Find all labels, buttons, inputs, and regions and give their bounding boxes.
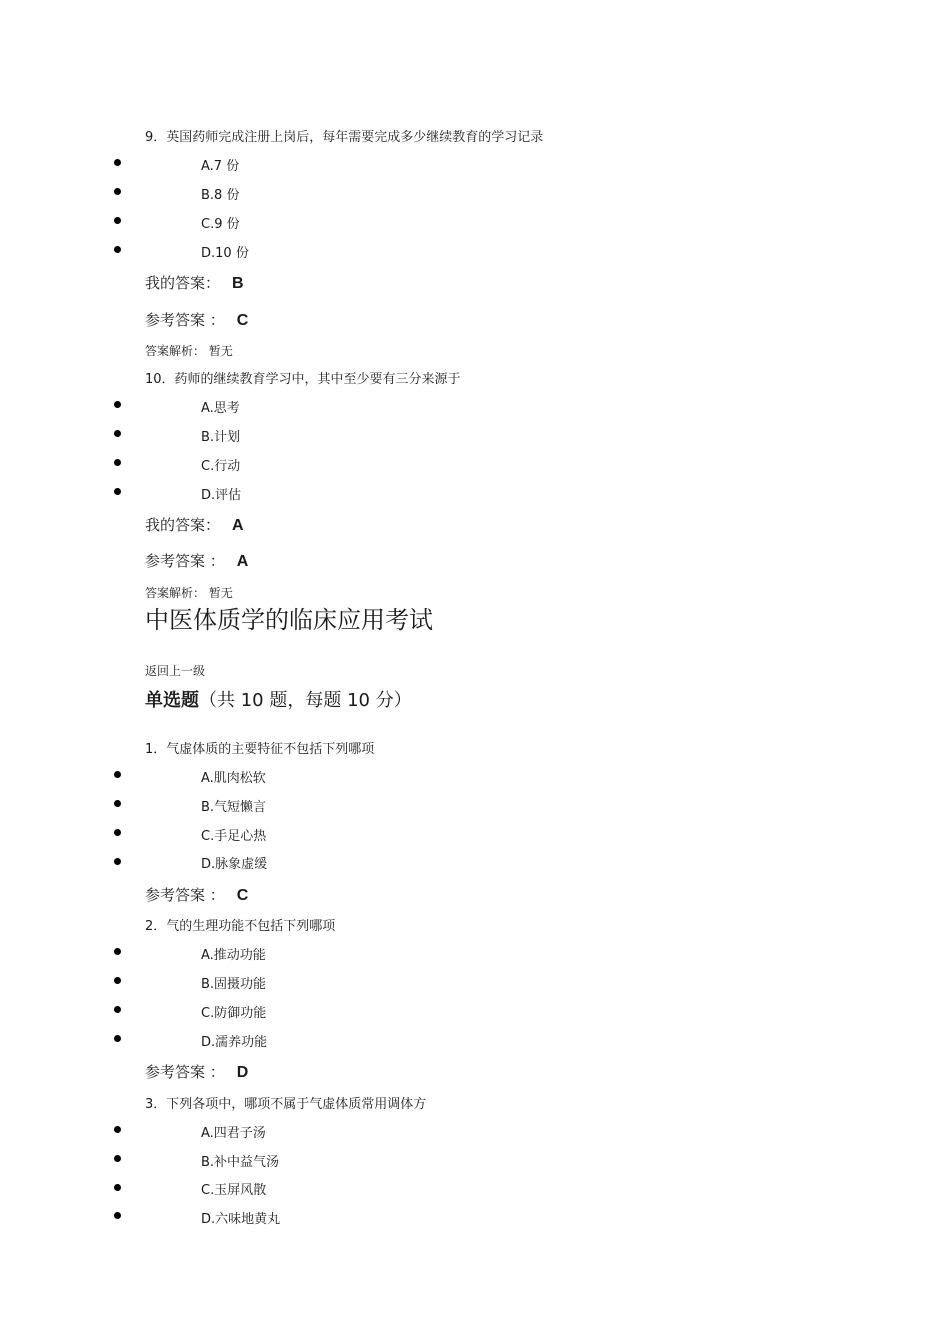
answer-analysis: 答案解析： 暂无: [145, 586, 233, 600]
option-c[interactable]: C.手足心热: [201, 829, 267, 844]
option-b[interactable]: B.8 份: [201, 188, 240, 203]
option-b[interactable]: B.气短懒言: [201, 800, 267, 815]
bullet-icon: [114, 246, 121, 253]
bullet-icon: [114, 188, 121, 195]
reference-answer: 参考答案 ： A: [145, 552, 249, 570]
bullet-icon: [114, 1184, 121, 1191]
bullet-icon: [114, 829, 121, 836]
option-a[interactable]: A.肌肉松软: [201, 771, 266, 786]
option-d[interactable]: D.脉象虚缓: [201, 857, 268, 872]
question-9: 9．英国药师完成注册上岗后，每年需要完成多少继续教育的学习记录: [145, 130, 544, 145]
bullet-icon: [114, 1212, 121, 1219]
question-2: 2．气的生理功能不包括下列哪项: [145, 919, 336, 934]
option-c[interactable]: C.行动: [201, 459, 241, 474]
bullet-icon: [114, 858, 121, 865]
reference-answer: 参考答案 ： D: [145, 1063, 249, 1081]
option-b[interactable]: B.补中益气汤: [201, 1155, 280, 1170]
bullet-icon: [114, 948, 121, 955]
bullet-icon: [114, 1006, 121, 1013]
back-link[interactable]: 返回上一级: [145, 664, 206, 678]
bullet-icon: [114, 977, 121, 984]
bullet-icon: [114, 459, 121, 466]
bullet-icon: [114, 1126, 121, 1133]
bullet-icon: [114, 401, 121, 408]
question-1: 1．气虚体质的主要特征不包括下列哪项: [145, 742, 375, 757]
option-d[interactable]: D.10 份: [201, 246, 249, 261]
bullet-icon: [114, 217, 121, 224]
option-b[interactable]: B.固摄功能: [201, 977, 267, 992]
option-a[interactable]: A.四君子汤: [201, 1126, 266, 1141]
question-3: 3．下列各项中，哪项不属于气虚体质常用调体方: [145, 1097, 427, 1112]
bullet-icon: [114, 771, 121, 778]
bullet-icon: [114, 488, 121, 495]
bullet-icon: [114, 800, 121, 807]
bullet-icon: [114, 430, 121, 437]
bullet-icon: [114, 1035, 121, 1042]
answer-analysis: 答案解析： 暂无: [145, 344, 233, 358]
reference-answer: 参考答案 ： C: [145, 886, 249, 904]
option-a[interactable]: A.思考: [201, 401, 240, 416]
option-c[interactable]: C.玉屏风散: [201, 1183, 267, 1198]
bullet-icon: [114, 159, 121, 166]
section-heading: 单选题（共 10 题，每题 10 分）: [145, 690, 412, 711]
option-d[interactable]: D.评估: [201, 488, 242, 503]
option-c[interactable]: C.防御功能: [201, 1006, 267, 1021]
my-answer: 我的答案： B: [145, 274, 244, 292]
option-c[interactable]: C.9 份: [201, 217, 240, 232]
option-a[interactable]: A.推动功能: [201, 948, 266, 963]
option-a[interactable]: A.7 份: [201, 159, 240, 174]
bullet-icon: [114, 1155, 121, 1162]
question-10: 10．药师的继续教育学习中，其中至少要有三分来源于: [145, 372, 461, 387]
option-b[interactable]: B.计划: [201, 430, 241, 445]
my-answer: 我的答案： A: [145, 516, 244, 534]
option-d[interactable]: D.六味地黄丸: [201, 1212, 281, 1227]
reference-answer: 参考答案 ： C: [145, 311, 249, 329]
exam-title: 中医体质学的临床应用考试: [145, 606, 433, 634]
option-d[interactable]: D.濡养功能: [201, 1035, 268, 1050]
